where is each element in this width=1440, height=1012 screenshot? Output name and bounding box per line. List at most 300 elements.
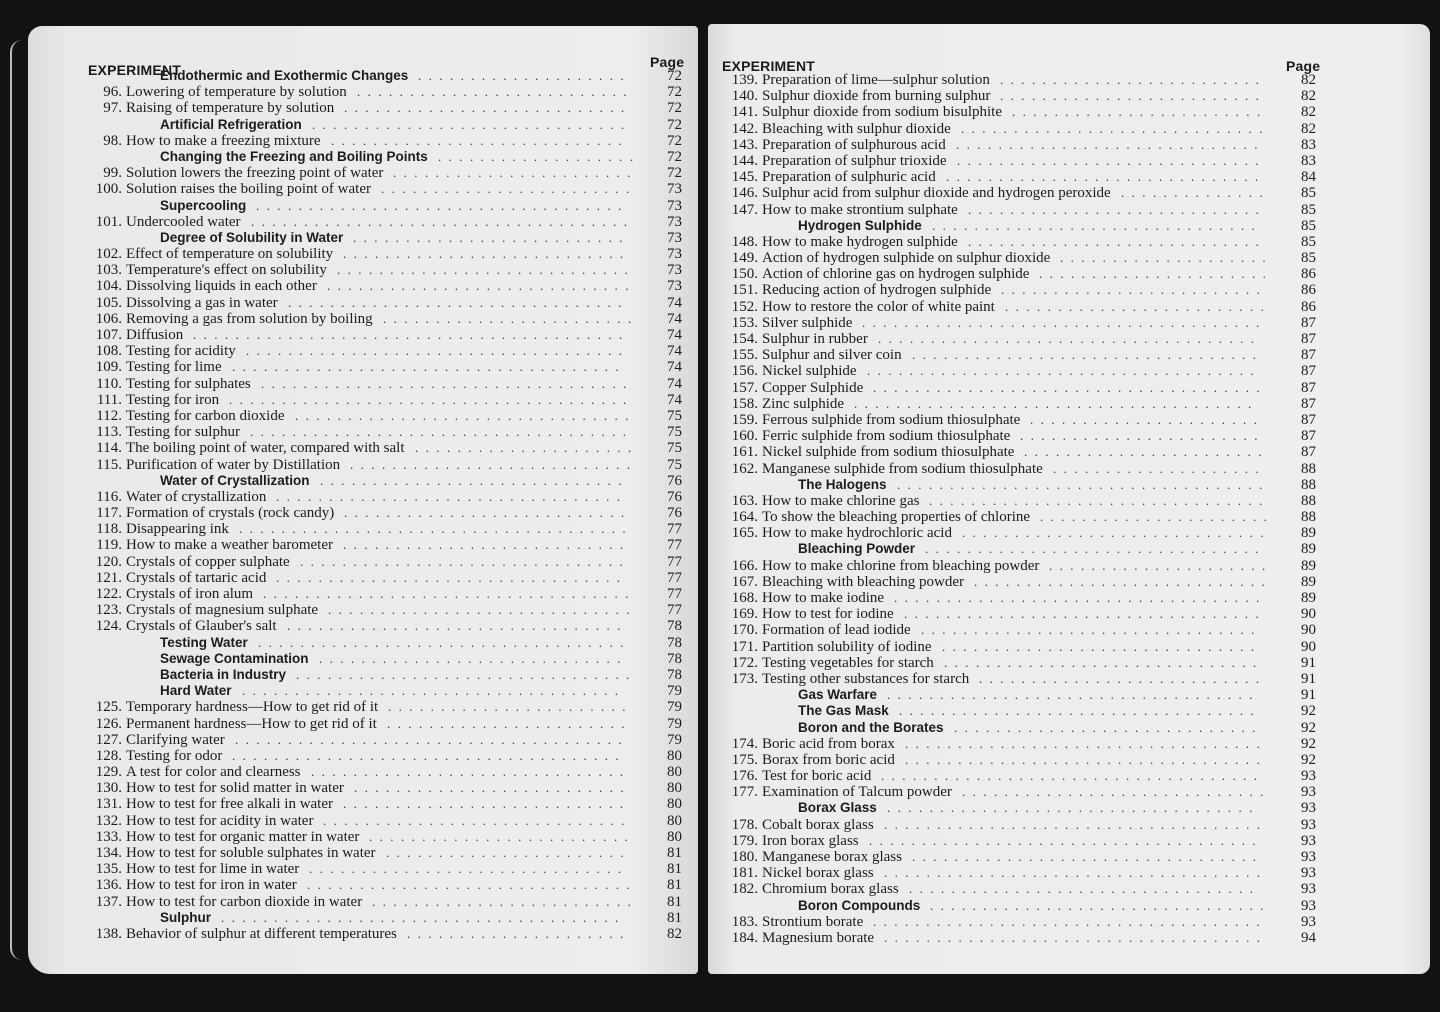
- dot-leader: .....................................: [867, 363, 1262, 379]
- entry-title: Boric acid from borax: [762, 735, 895, 752]
- entry-number: 154.: [731, 331, 758, 347]
- dot-leader: .............................: [320, 472, 629, 488]
- entry-number: 111.: [96, 391, 122, 408]
- section-heading-row: [708, 703, 1430, 719]
- entry-title: Water of crystallization: [126, 488, 267, 505]
- page-number: 82: [1301, 88, 1316, 105]
- contents-entry: [708, 606, 1430, 622]
- entry-number: 158.: [731, 395, 758, 412]
- entry-number: 136.: [95, 877, 122, 894]
- dot-leader: ............................: [331, 132, 630, 148]
- entry-number: 147.: [731, 201, 758, 218]
- contents-entry: [28, 699, 698, 715]
- dot-leader: ......................: [1039, 266, 1274, 282]
- dot-leader: ................................: [921, 622, 1262, 638]
- dot-leader: ................................: [930, 897, 1271, 913]
- page-number: 85: [1301, 233, 1316, 250]
- page-number: 88: [1301, 476, 1316, 493]
- dot-leader: ......................................: [854, 395, 1259, 411]
- page-number: 73: [667, 246, 682, 263]
- dot-leader: ............................: [337, 262, 636, 278]
- entry-number: 183.: [731, 913, 758, 930]
- entry-title: Removing a gas from solution by boiling: [126, 310, 373, 327]
- section-heading-row: [28, 683, 698, 699]
- dot-leader: .....................: [415, 440, 639, 456]
- page-number: 89: [1301, 590, 1316, 606]
- page-number: 91: [1301, 654, 1316, 671]
- entry-title: Copper Sulphide: [762, 379, 864, 396]
- page-number: 78: [667, 634, 682, 651]
- page-number: 93: [1301, 881, 1316, 898]
- entry-title: Lowering of temperature by solution: [126, 84, 347, 101]
- entry-number: 145.: [731, 169, 758, 186]
- page-number: 83: [1301, 152, 1316, 169]
- entry-number: 161.: [731, 444, 758, 461]
- entry-title: How to restore the color of white paint: [762, 298, 995, 315]
- entry-number: 110.: [96, 375, 122, 392]
- section-heading: Boron and the Borates: [798, 719, 944, 735]
- column-header-page: Page: [1286, 58, 1321, 74]
- entry-title: Disappearing ink: [126, 521, 229, 538]
- contents-entry: [28, 845, 698, 861]
- entry-number: 146.: [731, 185, 758, 202]
- dot-leader: ...................................: [258, 634, 631, 650]
- contents-entry: [708, 299, 1430, 315]
- dot-leader: .................................: [276, 569, 628, 585]
- page-number: 87: [1301, 314, 1316, 331]
- dot-leader: ................................: [925, 541, 1266, 557]
- page-number: 91: [1301, 670, 1316, 687]
- entry-title: How to make iodine: [762, 590, 885, 606]
- entry-title: Crystals of copper sulphate: [126, 553, 290, 570]
- dot-leader: .................................: [912, 347, 1264, 363]
- dot-leader: .............................: [956, 136, 1265, 152]
- contents-list: [708, 72, 1430, 946]
- entry-title: Examination of Talcum powder: [762, 784, 952, 801]
- contents-entry: [708, 121, 1430, 137]
- section-heading-row: [708, 541, 1430, 557]
- dot-leader: ......................................: [229, 391, 634, 407]
- section-heading-row: [28, 230, 698, 246]
- page-number: 77: [667, 602, 682, 619]
- entry-title: Crystals of tartaric acid: [126, 569, 267, 586]
- section-heading: Supercooling: [160, 197, 247, 213]
- dot-leader: ...............................: [307, 877, 638, 893]
- page-number: 83: [1301, 136, 1316, 153]
- contents-entry: [708, 817, 1430, 833]
- entry-title: How to make hydrogen sulphide: [762, 233, 958, 250]
- entry-number: 152.: [731, 298, 758, 315]
- contents-entry: [28, 165, 698, 181]
- page-number: 88: [1301, 492, 1316, 509]
- page-number: 87: [1301, 379, 1316, 396]
- page-number: 89: [1301, 525, 1316, 542]
- contents-entry: [28, 586, 698, 602]
- section-heading-row: [28, 635, 698, 651]
- dot-leader: ...........................: [344, 100, 632, 116]
- entry-title: The boiling point of water, compared with salt: [126, 440, 405, 457]
- entry-title: To show the bleaching properties of chlorine: [762, 509, 1031, 526]
- entry-number: 182.: [731, 881, 758, 898]
- entry-number: 172.: [731, 654, 758, 671]
- section-heading-row: [708, 477, 1430, 493]
- entry-number: 113.: [96, 424, 122, 441]
- dot-leader: ..............................: [311, 764, 631, 780]
- contents-entry: [28, 246, 698, 262]
- dot-leader: .........................................: [193, 327, 630, 342]
- page-number: 74: [667, 391, 682, 408]
- entry-number: 137.: [95, 893, 122, 910]
- page-number: 82: [1301, 72, 1316, 88]
- entry-number: 127.: [95, 731, 122, 748]
- section-heading-row: [28, 651, 698, 667]
- entry-number: 148.: [731, 233, 758, 250]
- entry-title: Bleaching with sulphur dioxide: [762, 120, 951, 137]
- section-heading: Hydrogen Sulphide: [798, 217, 922, 233]
- section-heading-row: [708, 898, 1430, 914]
- contents-entry: [708, 849, 1430, 865]
- page-number: 73: [667, 181, 682, 198]
- dot-leader: .............................: [323, 812, 632, 828]
- entry-title: Silver sulphide: [762, 314, 853, 331]
- contents-entry: [28, 133, 698, 149]
- entry-number: 175.: [731, 751, 758, 768]
- contents-entry: [708, 250, 1430, 266]
- entry-number: 125.: [95, 699, 122, 716]
- page-number: 87: [1301, 395, 1316, 412]
- dot-leader: ...........................: [344, 505, 632, 521]
- entry-title: Iron borax glass: [762, 832, 859, 849]
- entry-number: 101.: [95, 213, 122, 230]
- entry-number: 129.: [95, 764, 122, 781]
- entry-title: How to test for carbon dioxide in water: [126, 893, 363, 910]
- contents-entry: [28, 732, 698, 748]
- dot-leader: ...................: [438, 148, 641, 164]
- dot-leader: ..............................: [944, 654, 1264, 670]
- entry-title: Manganese borax glass: [762, 849, 902, 865]
- entry-title: Testing for lime: [126, 359, 222, 376]
- entry-number: 167.: [731, 573, 758, 590]
- contents-entry: [708, 380, 1430, 396]
- dot-leader: .............................: [957, 152, 1266, 168]
- page-number: 93: [1301, 897, 1316, 914]
- entry-number: 135.: [95, 861, 122, 878]
- page-number: 79: [667, 683, 682, 700]
- entry-number: 180.: [731, 849, 758, 865]
- entry-title: Testing for acidity: [126, 343, 236, 360]
- entry-title: Preparation of sulphur trioxide: [762, 152, 947, 169]
- entry-title: Testing for sulphates: [126, 375, 251, 392]
- page-number: 87: [1301, 411, 1316, 428]
- page-number: 85: [1301, 217, 1316, 234]
- left-page: [28, 26, 698, 974]
- section-heading-row: [708, 687, 1430, 703]
- entry-title: How to test for acidity in water: [126, 812, 314, 829]
- entry-title: Manganese sulphide from sodium thiosulphate: [762, 460, 1043, 477]
- entry-number: 181.: [731, 865, 758, 882]
- entry-number: 155.: [731, 347, 758, 364]
- contents-entry: [28, 505, 698, 521]
- entry-number: 156.: [731, 363, 758, 380]
- page-number: 76: [667, 505, 682, 522]
- page-number: 78: [667, 618, 682, 635]
- entry-title: Temporary hardness—How to get rid of it: [126, 699, 379, 716]
- entry-number: 117.: [96, 505, 122, 522]
- dot-leader: ..................................: [905, 751, 1268, 767]
- entry-number: 170.: [731, 622, 758, 639]
- entry-number: 132.: [95, 812, 122, 829]
- contents-entry: [708, 784, 1430, 800]
- page-number: 76: [667, 472, 682, 489]
- entry-title: Ferric sulphide from sodium thiosulphate: [762, 428, 1011, 445]
- entry-title: How to test for lime in water: [126, 861, 300, 878]
- entry-number: 150.: [731, 266, 758, 283]
- entry-number: 162.: [731, 460, 758, 477]
- section-heading: Artificial Refrigeration: [160, 116, 302, 132]
- entry-number: 174.: [731, 735, 758, 752]
- page-number: 88: [1301, 460, 1316, 477]
- page-number: 74: [667, 375, 682, 392]
- page-number: 90: [1301, 638, 1316, 655]
- contents-entry: [708, 396, 1430, 412]
- entry-title: How to test for iron in water: [126, 877, 297, 894]
- column-header-page: Page: [650, 54, 685, 70]
- page-number: 73: [667, 229, 682, 246]
- contents-entry: [28, 796, 698, 812]
- entry-number: 126.: [95, 715, 122, 732]
- dot-leader: ................................: [929, 492, 1270, 508]
- entry-title: Cobalt borax glass: [762, 816, 874, 833]
- entry-title: Testing for odor: [126, 747, 223, 764]
- page-number: 86: [1301, 298, 1316, 315]
- entry-title: Solution raises the boiling point of water: [126, 181, 371, 198]
- dot-leader: ....................................: [884, 816, 1268, 832]
- entry-title: Purification of water by Distillation: [126, 456, 341, 473]
- entry-title: Sulphur dioxide from sodium bisulphite: [762, 104, 1002, 121]
- contents-entry: [708, 72, 1430, 88]
- entry-title: How to make hydrochloric acid: [762, 525, 952, 542]
- page-number: 72: [667, 84, 682, 101]
- contents-entry: [28, 602, 698, 618]
- page-number: 90: [1301, 606, 1316, 623]
- entry-number: 160.: [731, 428, 758, 445]
- section-heading: Hard Water: [160, 683, 232, 699]
- entry-number: 105.: [95, 294, 122, 311]
- entry-number: 109.: [95, 359, 122, 376]
- dot-leader: ..............................: [309, 861, 629, 877]
- section-heading-row: [28, 198, 698, 214]
- page-number: 72: [667, 165, 682, 182]
- contents-entry: [28, 829, 698, 845]
- entry-number: 99.: [103, 165, 122, 182]
- section-heading: Degree of Solubility in Water: [160, 229, 344, 245]
- entry-title: Sulphur acid from sulphur dioxide and hydrogen peroxide: [762, 185, 1111, 202]
- contents-entry: [28, 100, 698, 116]
- entry-title: Preparation of sulphuric acid: [762, 169, 936, 186]
- section-heading: Gas Warfare: [798, 687, 878, 703]
- entry-title: Testing other substances for starch: [762, 670, 970, 687]
- dot-leader: ..............................: [946, 169, 1266, 185]
- page-number: 75: [667, 440, 682, 457]
- page-number: 82: [1301, 120, 1316, 137]
- section-heading-row: [28, 473, 698, 489]
- entry-title: Action of chlorine gas on hydrogen sulphide: [762, 266, 1030, 283]
- contents-entry: [708, 104, 1430, 120]
- entry-number: 141.: [731, 104, 758, 121]
- dot-leader: .....................................: [873, 913, 1268, 929]
- contents-entry: [708, 266, 1430, 282]
- dot-leader: ............................: [968, 201, 1267, 217]
- contents-entry: [28, 537, 698, 553]
- dot-leader: .......................: [1024, 444, 1269, 460]
- dot-leader: ...........................: [343, 537, 631, 553]
- contents-entry: [28, 521, 698, 537]
- contents-entry: [708, 671, 1430, 687]
- page-number: 91: [1301, 687, 1316, 704]
- entry-number: 119.: [96, 537, 122, 554]
- entry-number: 114.: [96, 440, 122, 457]
- contents-entry: [708, 930, 1430, 946]
- section-heading-row: [28, 117, 698, 133]
- section-heading: Sewage Contamination: [160, 650, 309, 666]
- dot-leader: ............................: [974, 573, 1273, 589]
- contents-entry: [28, 311, 698, 327]
- page-number: 79: [667, 699, 682, 716]
- entry-number: 133.: [95, 828, 122, 845]
- column-header-experiment: EXPERIMENT: [722, 58, 816, 74]
- page-number: 87: [1301, 331, 1316, 347]
- contents-entry: [28, 764, 698, 780]
- dot-leader: ....................................: [881, 768, 1265, 784]
- dot-leader: ......................: [1040, 509, 1275, 525]
- page-number: 84: [1301, 169, 1316, 186]
- dot-leader: .............................: [327, 278, 636, 294]
- page-number: 87: [1301, 444, 1316, 461]
- dot-leader: ...................................: [887, 800, 1260, 816]
- entry-number: 151.: [731, 282, 758, 299]
- page-number: 73: [667, 213, 682, 230]
- dot-leader: ..................................: [899, 703, 1262, 719]
- entry-number: 121.: [95, 569, 122, 586]
- page-number: 89: [1301, 557, 1316, 574]
- dot-leader: .........................: [1001, 282, 1268, 298]
- entry-number: 179.: [731, 832, 758, 849]
- entry-number: 107.: [95, 327, 122, 343]
- page-number: 93: [1301, 768, 1316, 785]
- dot-leader: .......................: [386, 845, 631, 860]
- entry-title: Strontium borate: [762, 913, 864, 930]
- entry-number: 163.: [731, 492, 758, 509]
- entry-title: Sulphur in rubber: [762, 331, 868, 347]
- contents-entry: [28, 894, 698, 910]
- dot-leader: ...........................: [350, 456, 638, 472]
- entry-number: 165.: [731, 525, 758, 542]
- dot-leader: ....................................: [884, 929, 1268, 945]
- contents-entry: [708, 525, 1430, 541]
- contents-entry: [708, 282, 1430, 298]
- entry-number: 112.: [96, 407, 122, 424]
- entry-number: 118.: [96, 521, 122, 538]
- page-number: 75: [667, 424, 682, 441]
- dot-leader: .....................................: [235, 731, 630, 747]
- page-number: 85: [1301, 185, 1316, 202]
- entry-title: How to make chlorine from bleaching powder: [762, 557, 1040, 574]
- entry-title: Crystals of Glauber's salt: [126, 618, 277, 635]
- dot-leader: .............................: [328, 602, 637, 618]
- entry-number: 131.: [95, 796, 122, 813]
- entry-title: Testing for carbon dioxide: [126, 407, 285, 424]
- contents-entry: [28, 181, 698, 197]
- dot-leader: ...................................: [894, 590, 1267, 605]
- page-number: 85: [1301, 201, 1316, 218]
- entry-number: 130.: [95, 780, 122, 797]
- contents-entry: [28, 926, 698, 942]
- contents-entry: [28, 408, 698, 424]
- dot-leader: ....................................: [878, 331, 1262, 346]
- entry-title: Magnesium borate: [762, 929, 875, 946]
- contents-entry: [708, 752, 1430, 768]
- contents-entry: [28, 877, 698, 893]
- dot-leader: ..............: [1121, 185, 1271, 201]
- page-number: 87: [1301, 428, 1316, 445]
- dot-leader: .......................: [393, 165, 638, 181]
- entry-title: How to test for soluble sulphates in water: [126, 845, 376, 861]
- entry-title: Formation of crystals (rock candy): [126, 505, 335, 522]
- entry-number: 184.: [731, 929, 758, 946]
- contents-entry: [28, 295, 698, 311]
- dot-leader: ..........................: [353, 229, 630, 245]
- entry-title: How to test for solid matter in water: [126, 780, 344, 797]
- entry-title: Crystals of iron alum: [126, 586, 254, 602]
- entry-number: 149.: [731, 250, 758, 267]
- entry-number: 164.: [731, 509, 758, 526]
- dot-leader: .......................: [387, 715, 632, 731]
- contents-entry: [708, 202, 1430, 218]
- page-number: 72: [667, 100, 682, 117]
- page-number: 88: [1301, 509, 1316, 526]
- entry-title: Nickel sulphide: [762, 363, 857, 380]
- entry-title: Sulphur dioxide from burning sulphur: [762, 88, 991, 105]
- page-number: 72: [667, 116, 682, 133]
- contents-entry: [708, 185, 1430, 201]
- page-number: 80: [667, 747, 682, 764]
- contents-entry: [708, 655, 1430, 671]
- dot-leader: ...................................: [256, 197, 629, 213]
- dot-leader: ......................................: [862, 314, 1267, 330]
- dot-leader: ....................................: [251, 213, 635, 229]
- dot-leader: .................................: [276, 488, 628, 504]
- page-number: 89: [1301, 573, 1316, 590]
- entry-number: 140.: [731, 88, 758, 105]
- page-number: 89: [1301, 541, 1316, 558]
- contents-entry: [708, 833, 1430, 849]
- entry-number: 143.: [731, 136, 758, 153]
- contents-entry: [28, 359, 698, 375]
- dot-leader: .............................: [319, 650, 628, 666]
- contents-entry: [28, 278, 698, 294]
- dot-leader: ......................................: [221, 909, 626, 925]
- entry-number: 157.: [731, 379, 758, 396]
- dot-leader: ................................: [295, 407, 636, 423]
- section-heading: The Gas Mask: [798, 703, 889, 719]
- contents-entry: [708, 881, 1430, 897]
- entry-title: Zinc sulphide: [762, 395, 845, 412]
- entry-title: Dissolving a gas in water: [126, 294, 278, 311]
- entry-title: How to make chlorine gas: [762, 492, 920, 509]
- dot-leader: ...........................: [343, 796, 631, 812]
- page-number: 73: [667, 278, 682, 295]
- page-number: 77: [667, 521, 682, 538]
